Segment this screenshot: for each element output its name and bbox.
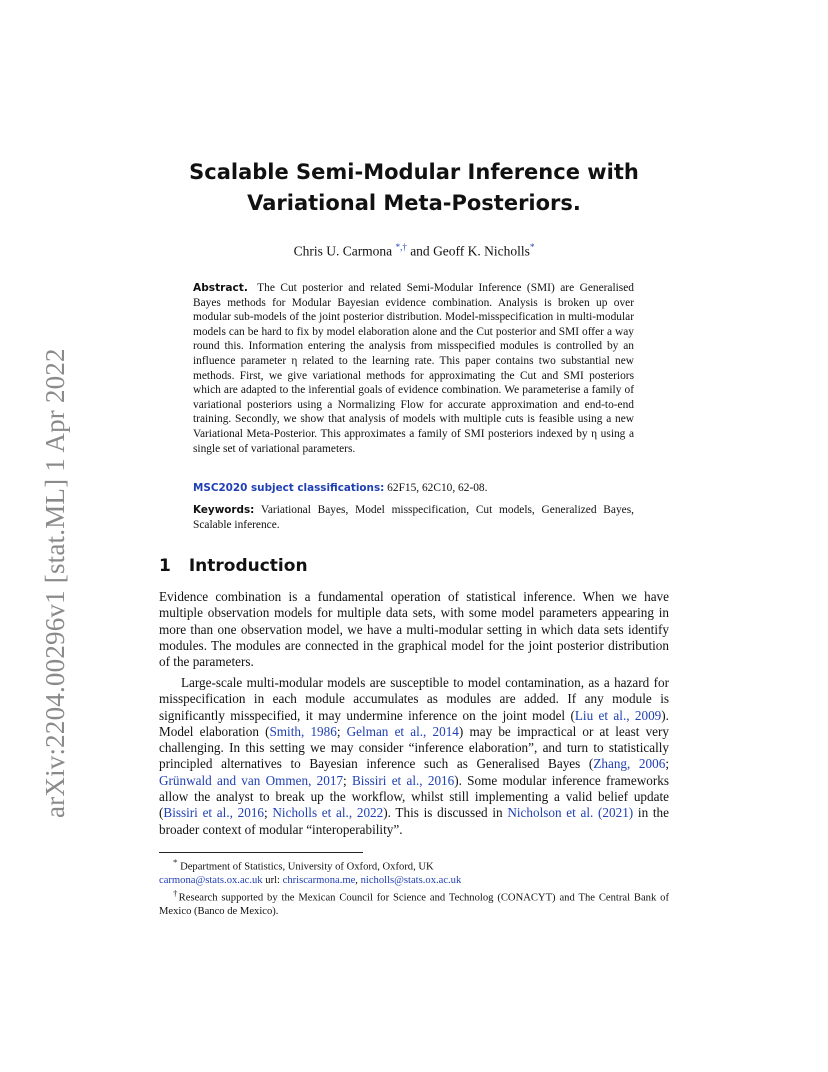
section-heading	[159, 556, 308, 576]
footnote-affiliation-text: Department of Statistics, University of Oxford, Oxford, UK	[180, 861, 434, 873]
intro-paragraph-1: Evidence combination is a fundamental operation of statistical inference. When we have multiple observation models for multiple data sets, with some model parameters appearing in more than one observation model, we have a multi-modular setting in which data sets identify modules. The modules are connected in the graphical model for the joint posterior distribution of the parameters.	[159, 589, 669, 670]
paragraph-text: ). Model elaboration (	[159, 707, 669, 739]
footnote-contacts	[159, 874, 669, 887]
footnote-divider	[159, 852, 363, 853]
arxiv-identifier: arXiv:2204.00296v1 [stat.ML] 1 Apr 2022	[40, 348, 70, 818]
citation-link[interactable]: Liu et al., 2009	[574, 707, 662, 723]
footnote-affiliation	[159, 856, 669, 874]
paragraph-text: in the broader context of modular “interoperability”.	[159, 805, 670, 837]
citation-link[interactable]: Smith, 1986	[269, 723, 337, 739]
email-link-nicholls[interactable]: nicholls@stats.ox.ac.uk	[360, 874, 462, 886]
citation-link[interactable]: Nicholson et al. (2021)	[507, 805, 634, 821]
msc-classifications	[193, 482, 634, 494]
footnote-funding	[159, 887, 669, 918]
author-carmona: Chris U. Carmona	[293, 243, 393, 259]
msc-codes: 62F15, 62C10, 62-08.	[387, 482, 488, 494]
title-line-1: Scalable Semi-Modular Inference with	[189, 160, 639, 184]
section-title: Introduction	[188, 556, 308, 576]
paragraph-text: ) may be impractical or at least very challenging. In this setting we may consider “inference elaboration”, and turn to statistically principled alternatives to Bayesian inference such as Generalised Bayes (	[159, 723, 670, 772]
abstract	[193, 281, 634, 456]
citation-link[interactable]: Grünwald and van Ommen, 2017	[159, 772, 344, 788]
author-carmona-footnote-marks[interactable]: *,†	[395, 242, 407, 252]
author-conjunction: and	[410, 243, 430, 259]
keywords-text: Variational Bayes, Model misspecification, Cut models, Generalized Bayes, Scalable inference.	[193, 504, 634, 531]
citation-link[interactable]: Bissiri et al., 2016	[163, 805, 265, 821]
footnote-mark: †	[173, 887, 179, 898]
author-nicholls-footnote-mark[interactable]: *	[529, 242, 535, 252]
footnotes	[159, 856, 669, 918]
paragraph-text: ;	[665, 756, 669, 772]
title-line-2: Variational Meta-Posteriors.	[247, 191, 581, 215]
keywords	[193, 503, 634, 532]
keywords-heading: Keywords:	[193, 504, 255, 516]
url-label: url:	[265, 874, 280, 886]
paragraph-text: ). Some modular inference frameworks allow the analyst to break up the workflow, whilst still implementing a valid belief update (	[159, 772, 669, 821]
author-nicholls: Geoff K. Nicholls	[433, 243, 530, 259]
paragraph-text: ;	[336, 723, 347, 739]
msc-heading[interactable]: MSC2020 subject classifications:	[193, 482, 385, 494]
paper-title	[0, 157, 828, 219]
section-number: 1	[159, 556, 171, 576]
abstract-heading: Abstract.	[193, 282, 248, 294]
abstract-text: The Cut posterior and related Semi-Modular Inference (SMI) are Generalised Bayes methods for Modular Bayesian evidence combination. Analysis is broken up over modular sub-models of the joint posterior distribution. Model-misspecification in multi-modular models can be hard to fix by model elaboration alone and the Cut posterior and SMI offer a way round this. Information entering the analysis from misspecified modules is controlled by an influence parameter η related to the learning rate. This paper contains two substantial new methods. First, we give variational methods for approximating the Cut and SMI posteriors which are adapted to the inferential goals of evidence combination. We parameterise a family of variational posteriors using a Normalizing Flow for accurate approximation and end-to-end training. Secondly, we show that analysis of models with multiple cuts is feasible using a new Variational Meta-Posterior. This approximates a family of SMI posteriors indexed by η using a single set of variational parameters.	[193, 282, 634, 455]
footnote-mark: *	[173, 857, 178, 867]
citation-link[interactable]: Gelman et al., 2014	[346, 723, 459, 739]
paragraph-text: Large-scale multi-modular models are susceptible to model contamination, as a hazard for misspecification in each module accumulates as modules are added. If any module is significantly misspecified, it may undermine inference on the joint model (	[159, 675, 669, 723]
paragraph-text: ;	[343, 772, 352, 788]
email-link-carmona[interactable]: carmona@stats.ox.ac.uk	[159, 874, 263, 886]
citation-link[interactable]: Bissiri et al., 2016	[351, 772, 455, 788]
intro-paragraph-2	[159, 675, 669, 838]
paragraph-text: ). This is discussed in	[383, 805, 508, 821]
contact-separator: ,	[355, 874, 358, 886]
author-list	[0, 242, 828, 260]
citation-link[interactable]: Nicholls et al., 2022	[272, 805, 384, 821]
paragraph-text: ;	[264, 805, 273, 821]
citation-link[interactable]: Zhang, 2006	[593, 756, 666, 772]
footnote-funding-text: Research supported by the Mexican Council for Science and Technolog (CONACYT) and The Central Bank of Mexico (Banco de Mexico).	[159, 892, 669, 917]
homepage-link[interactable]: chriscarmona.me	[282, 874, 356, 886]
